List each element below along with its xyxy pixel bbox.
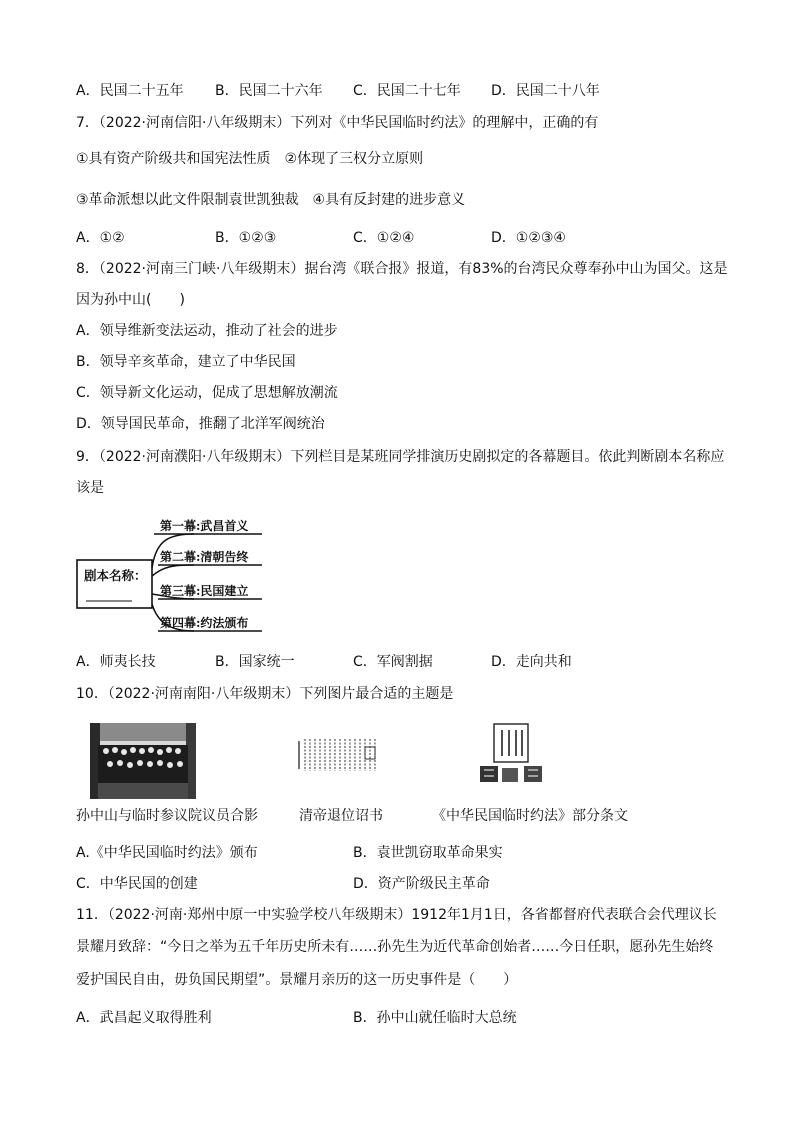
q10-option-a: A.《中华民国临时约法》颁布 xyxy=(76,845,258,861)
q11-option-b: B．孙中山就任临时大总统 xyxy=(353,1010,517,1026)
q9-script-diagram xyxy=(74,512,274,640)
act-3-label: 第三幕:民国建立 xyxy=(160,584,249,598)
q9-option-b: B．国家统一 xyxy=(215,654,295,670)
q10-option-b: B．袁世凯窃取革命果实 xyxy=(353,845,503,861)
act-1-label: 第一幕:武昌首义 xyxy=(160,519,249,533)
q11-stem-line-3: 爱护国民自由，毋负国民期望”。景耀月亲历的这一历史事件是（ ） xyxy=(76,972,518,988)
act-2-label: 第二幕:清朝告终 xyxy=(160,550,249,564)
q6-option-d: D．民国二十八年 xyxy=(491,83,600,99)
q6-option-c: C．民国二十七年 xyxy=(353,83,461,99)
q9-stem-line-1: 9．（2022·河南濮阳·八年级期末）下列栏目是某班同学排演历史剧拟定的各幕题目。依此判断剧本名称应 xyxy=(76,449,725,465)
act-4-label: 第四幕:约法颁布 xyxy=(160,616,249,630)
q6-option-b: B．民国二十六年 xyxy=(215,83,323,99)
q6-option-a: A．民国二十五年 xyxy=(76,83,184,99)
q10-option-c: C．中华民国的创建 xyxy=(76,876,198,892)
q11-stem-line-2: 景耀月致辞：“今日之举为五千年历史所未有……孙先生为近代革命创始者……今日任职，愿孙先生始终 xyxy=(76,939,714,955)
q8-option-c: C．领导新文化运动，促成了思想解放潮流 xyxy=(76,385,338,401)
q7-option-d: D．①②③④ xyxy=(491,230,566,246)
q9-option-a: A．师夷长技 xyxy=(76,654,156,670)
q8-stem-line-1: 8．（2022·河南三门峡·八年级期末）据台湾《联合报》报道，有83%的台湾民众尊奉孙中山为国父。这是 xyxy=(76,261,728,277)
script-title-label: 剧本名称： xyxy=(84,568,147,583)
q8-option-a: A．领导维新变法运动，推动了社会的进步 xyxy=(76,323,338,339)
q8-stem-line-2: 因为孙中山( ) xyxy=(76,292,185,308)
q8-option-b: B．领导辛亥革命，建立了中华民国 xyxy=(76,354,296,370)
q7-option-c: C．①②④ xyxy=(353,230,415,246)
provisional-constitution-image xyxy=(480,722,544,788)
caption-provisional-constitution: 《中华民国临时约法》部分条文 xyxy=(432,808,628,824)
q7-option-a: A．①② xyxy=(76,230,125,246)
q9-stem-line-2: 该是 xyxy=(76,480,104,496)
q7-option-b: B．①②③ xyxy=(215,230,277,246)
q8-option-d: D．领导国民革命，推翻了北洋军阀统治 xyxy=(76,416,325,432)
q7-statements-1: ①具有资产阶级共和国宪法性质 ②体现了三权分立原则 xyxy=(76,151,424,167)
q7-statements-2: ③革命派想以此文件限制袁世凯独裁 ④具有反封建的进步意义 xyxy=(76,192,466,208)
caption-abdication-edict: 清帝退位诏书 xyxy=(299,808,383,824)
branch-curve-2 xyxy=(152,565,194,576)
q9-option-d: D．走向共和 xyxy=(491,654,572,670)
q11-option-a: A．武昌起义取得胜利 xyxy=(76,1010,212,1026)
abdication-edict-image xyxy=(297,735,383,775)
caption-group-photo: 孙中山与临时参议院议员合影 xyxy=(76,808,258,824)
q10-option-d: D．资产阶级民主革命 xyxy=(353,876,490,892)
q10-stem: 10．（2022·河南南阳·八年级期末）下列图片最合适的主题是 xyxy=(76,686,454,702)
q11-stem-line-1: 11．（2022·河南·郑州中原一中实验学校八年级期末）1912年1月1日，各省都督府代表联合会代理议长 xyxy=(76,907,717,923)
q7-stem: 7．（2022·河南信阳·八年级期末）下列对《中华民国临时约法》的理解中，正确的有 xyxy=(76,115,599,131)
q9-option-c: C．军阀割据 xyxy=(353,654,433,670)
group-photo-image xyxy=(90,723,196,799)
